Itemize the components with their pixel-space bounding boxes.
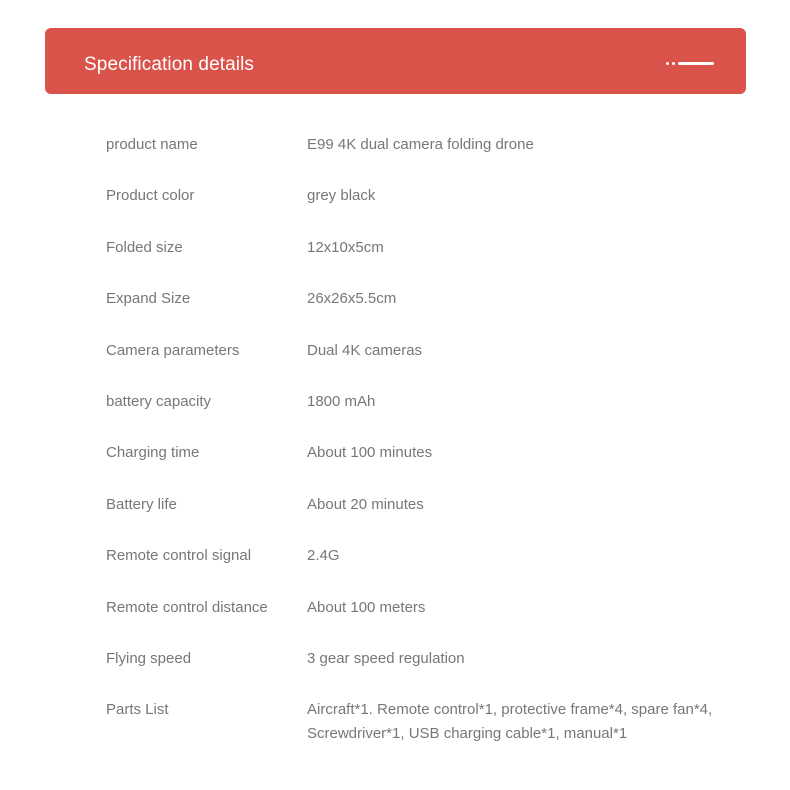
spec-row [106, 596, 746, 647]
spec-value: grey black [307, 187, 376, 205]
spec-label: Product color [106, 187, 195, 205]
spec-label: Folded size [106, 238, 183, 256]
spec-row [106, 698, 746, 749]
spec-row [106, 493, 746, 544]
spec-row [106, 647, 746, 698]
spec-label: Flying speed [106, 649, 192, 667]
spec-header-banner [45, 28, 746, 94]
spec-row [106, 390, 746, 441]
spec-label: product name [106, 136, 198, 153]
spec-value: 12x10x5cm [307, 238, 384, 256]
deco-dot [666, 62, 669, 65]
spec-label: battery capacity [106, 392, 212, 410]
deco-line [678, 62, 714, 65]
spec-label: Remote control signal [106, 547, 252, 565]
spec-value: E99 4K dual camera folding drone [307, 136, 534, 153]
spec-row [106, 287, 746, 338]
spec-row [106, 544, 746, 595]
page-title: Specification details [84, 54, 255, 75]
dots-line-icon [666, 62, 716, 66]
spec-table [106, 133, 746, 750]
spec-label: Expand Size [106, 290, 191, 308]
spec-value: Aircraft*1. Remote control*1, protective frame*4, spare fan*4, Screwdriver*1, USB charging cable*1, manual*1 [307, 701, 713, 743]
spec-value: About 20 minutes [307, 495, 424, 513]
spec-value: 1800 mAh [307, 392, 376, 410]
spec-label: Remote control distance [106, 598, 268, 616]
spec-label: Battery life [106, 495, 177, 513]
spec-label: Charging time [106, 444, 200, 462]
spec-row [106, 236, 746, 287]
spec-value: About 100 minutes [307, 444, 433, 462]
spec-row [106, 133, 746, 184]
spec-value: About 100 meters [307, 598, 426, 616]
spec-label: Camera parameters [106, 341, 240, 359]
spec-row [106, 184, 746, 235]
spec-value: 26x26x5.5cm [307, 290, 397, 308]
spec-label: Parts List [106, 701, 169, 719]
deco-dot [672, 62, 675, 65]
spec-value: 3 gear speed regulation [307, 649, 465, 667]
spec-row [106, 339, 746, 390]
spec-value: Dual 4K cameras [307, 341, 423, 359]
spec-value: 2.4G [307, 547, 340, 565]
spec-row [106, 441, 746, 492]
